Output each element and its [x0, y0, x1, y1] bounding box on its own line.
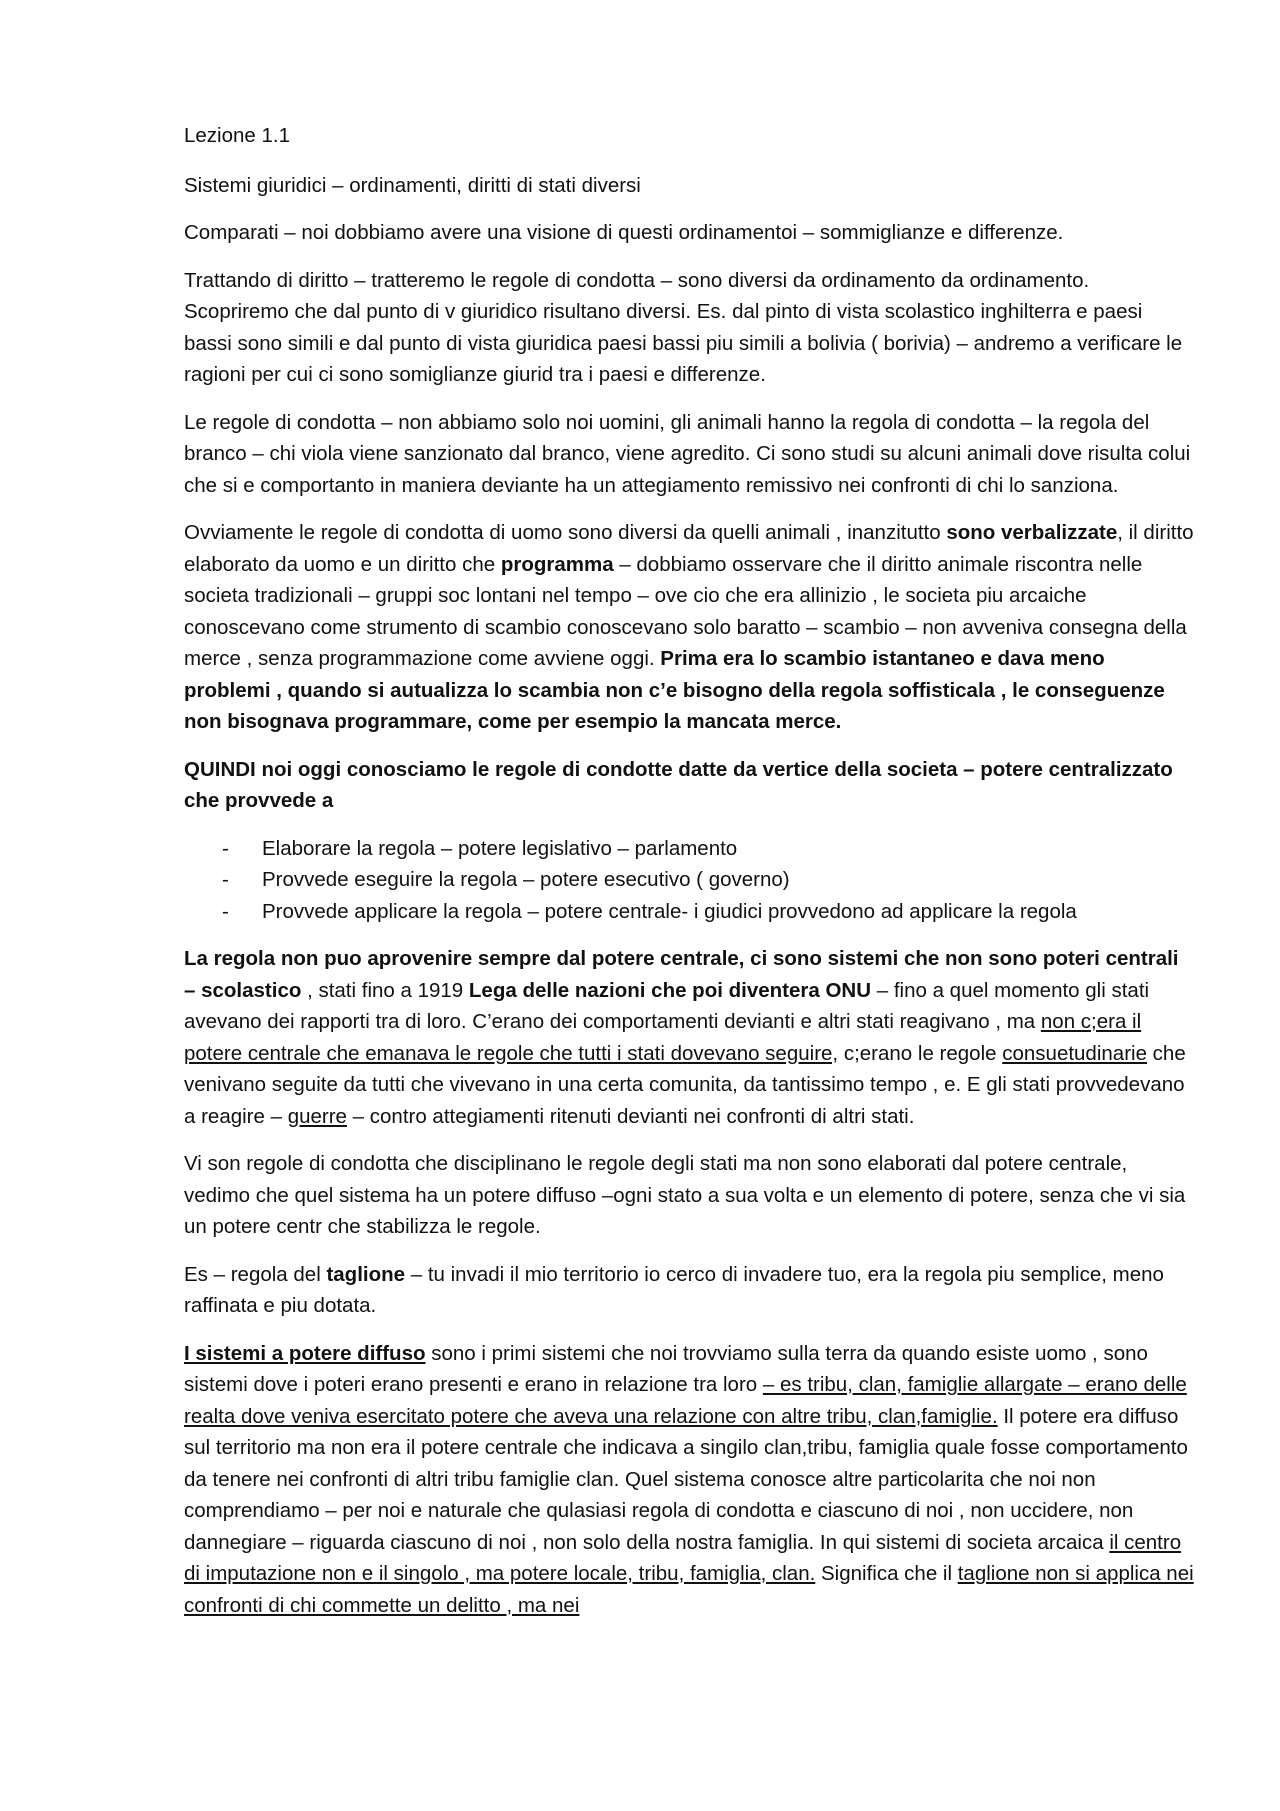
bold-text	[184, 1342, 426, 1365]
text-run: Significa che il	[815, 1562, 958, 1585]
bold-text: La regola non puo aprovenire sempre dal potere centrale, ci sono sistemi che non sono poteri centrali – scolastico	[184, 947, 1179, 1002]
bold-text: Prima era lo scambio istantaneo e dava meno problemi , quando si autualizza lo scambia non c’e bisogno della regola soffisticala , le conseguenze non bisognava programmare, come per esempio la mancata merce.	[184, 647, 1165, 733]
text-run: – dobbiamo osservare che il diritto animale riscontra nelle societa tradizionali – gruppi soc lontani nel tempo – ove cio che era allinizio , le societa piu arcaiche conoscevano come strumento di scambio conoscevano solo baratto – scambio – non avveniva consegna della merce , senza programmazione come avviene oggi.	[184, 552, 1187, 670]
underlined-text: – es tribu, clan, famiglie allargate – erano delle realta dove veniva esercitato potere che aveva una relazione con altre tribu, clan,famiglie.	[184, 1373, 1187, 1428]
paragraph-1: Sistemi giuridici – ordinamenti, diritti di stati diversi	[184, 173, 641, 197]
paragraph-8: Vi son regole di condotta che disciplinano le regole degli stati ma non sono elaborati dal potere centrale, vedimo che quel sistema ha un potere diffuso –ogni stato a sua volta e un elemento di potere, senza che vi sia un potere centr che stabilizza le regole.	[184, 1152, 1186, 1238]
text-run: sono i primi sistemi che noi trovviamo sulla terra da quando esiste uomo , sono sistemi dove i poteri erano presenti e erano in relazione tra loro	[184, 1341, 1148, 1396]
paragraph-7	[184, 943, 1194, 1132]
lesson-title: Lezione 1.1	[184, 124, 291, 147]
underlined-text: consuetudinarie	[1002, 1041, 1147, 1065]
underlined-text: taglione non si applica nei confronti di chi commette un delitto , ma nei	[184, 1562, 1194, 1617]
text-run: – tu invadi il mio territorio io cerco di invadere tuo, era la regola piu semplice, meno raffinata e piu dotata.	[184, 1262, 1164, 1317]
text-run: Es – regola del	[184, 1262, 327, 1286]
paragraph-9	[184, 1259, 1194, 1322]
paragraph-6	[184, 754, 1194, 817]
list-item: - Provvede applicare la regola – potere centrale- i giudici provvedono ad applicare la regola	[184, 896, 1194, 928]
text-run: Ovviamente le regole di condotta di uomo sono diversi da quelli animali , inanzitutto	[184, 521, 947, 544]
paragraph-5	[184, 517, 1194, 738]
bold-text: taglione	[326, 1262, 406, 1286]
underlined-text: guerre	[287, 1104, 347, 1128]
bold-text: Lega delle nazioni che poi diventera ONU	[468, 978, 872, 1002]
bold-text: programma	[500, 552, 614, 576]
text-run: , stati fino a 1919	[301, 978, 469, 1002]
bold-text: QUINDI noi oggi conosciamo le regole di condotte datte da vertice della societa – potere centralizzato che provvede a	[184, 757, 1173, 812]
list-item: - Elaborare la regola – potere legislativo – parlamento	[184, 833, 1194, 865]
underlined-text: non c;era il potere centrale che emanava le regole che tutti i stati dovevano seguire,	[184, 1010, 1142, 1065]
text-run: – contro attegiamenti ritenuti devianti nei confronti di altri stati.	[346, 1104, 915, 1128]
list-item: - Provvede eseguire la regola – potere esecutivo ( governo)	[184, 864, 1194, 896]
text-run: Il potere era diffuso sul territorio ma non era il potere centrale che indicava a singilo clan,tribu, famiglia quale fosse comportamento da tenere nei confronti di altri tribu famiglie clan. Quel sistema conosce altre particolarita che noi non comprendiamo – per noi e naturale che qulasiasi regola di condotta e ciascuno di noi , non uccidere, non dannegiare – riguarda ciascuno di noi , non solo della nostra famiglia. In qui sistemi di societa arcaica	[184, 1404, 1188, 1554]
paragraph-2: Comparati – noi dobbiamo avere una visione di questi ordinamentoi – sommiglianze e differenze.	[184, 221, 1064, 244]
text-run: che venivano seguite da tutti che vivevano in una certa comunita, da tantissimo tempo , e. E gli stati provvedevano a reagire –	[184, 1041, 1186, 1128]
paragraph-3: Trattando di diritto – tratteremo le regole di condotta – sono diversi da ordinamento da ordinamento. Scopriremo che dal punto di v giuridico risultano diversi. Es. dal pinto di vista scolastico inghilterra e paesi bassi sono simili e dal punto di vista giuridica paesi bassi piu simili a bolivia ( borivia) – andremo a verificare le ragioni per cui ci sono somiglianze giurid tra i paesi e differenze.	[184, 268, 1183, 386]
underlined-text: I sistemi a potere diffuso	[184, 1341, 426, 1365]
paragraph-4: Le regole di condotta – non abbiamo solo noi uomini, gli animali hanno la regola di condotta – la regola del branco – chi viola viene sanzionato dal branco, viene agredito. Ci sono studi su alcuni animali dove risulta colui che si e comportanto in maniera deviante ha un attegiamento remissivo nei confronti di chi lo sanziona.	[184, 410, 1191, 497]
text-run: , il diritto elaborato da uomo e un diritto che	[184, 521, 1194, 576]
underlined-text: il centro di imputazione non e il singolo , ma potere locale, tribu, famiglia, clan.	[184, 1530, 1182, 1585]
text-run: c;erano le regole	[838, 1041, 1003, 1065]
dash-list	[184, 833, 1194, 928]
text-run: – fino a quel momento gli stati avevano dei rapporti tra di loro. C’erano dei comportamenti devianti e altri stati reagivano , ma	[184, 978, 1150, 1033]
document-body	[184, 120, 1194, 1637]
bold-text: sono verbalizzate	[946, 521, 1118, 544]
paragraph-10	[184, 1338, 1194, 1622]
